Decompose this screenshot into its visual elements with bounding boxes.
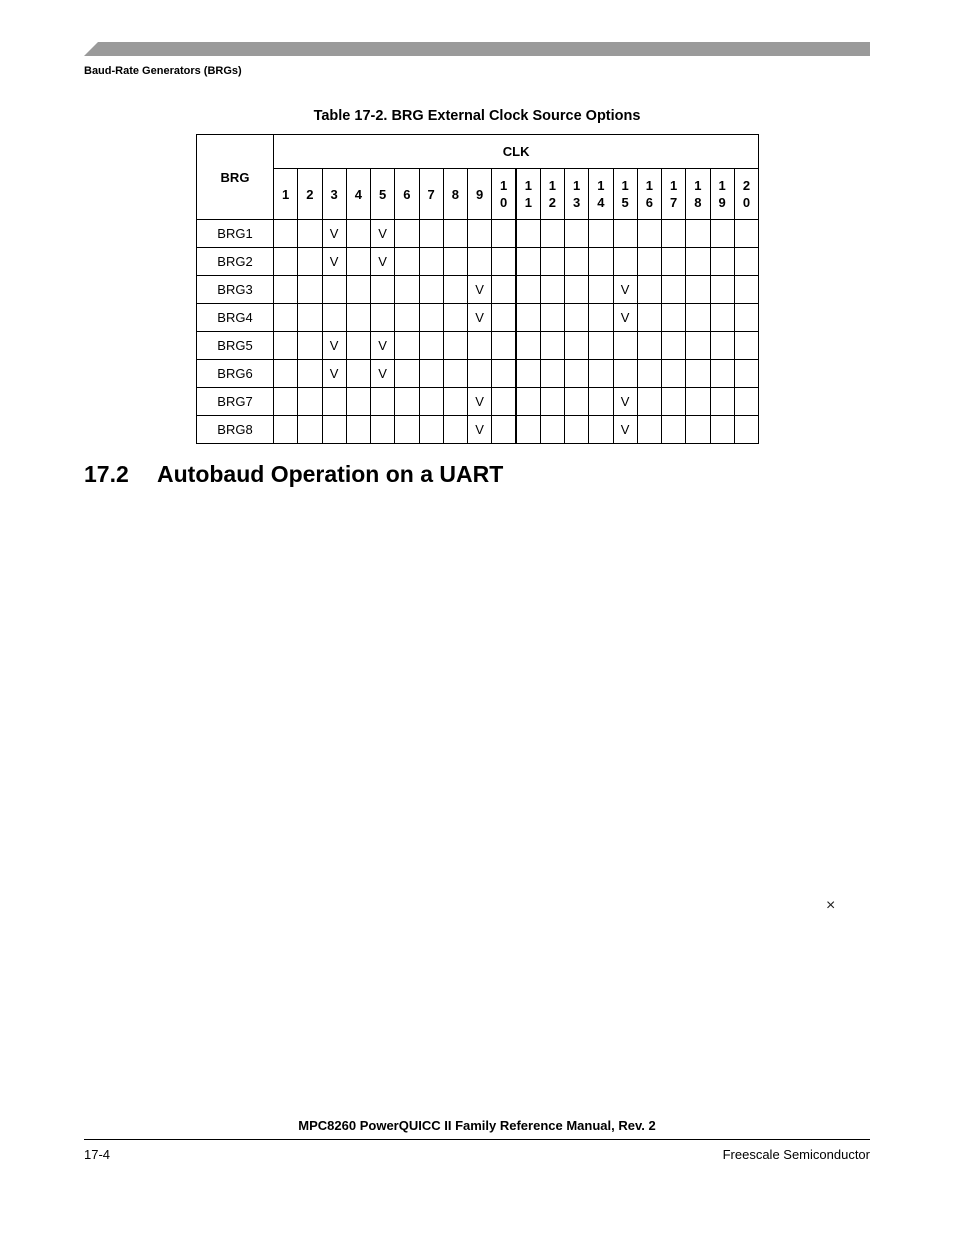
table-cell [419, 220, 443, 248]
table-cell [686, 304, 710, 332]
table-cell [395, 220, 419, 248]
clk-digit: 1 [500, 178, 508, 193]
table-row [197, 304, 759, 332]
table-cell [613, 220, 637, 248]
clk-digit: 8 [694, 195, 702, 210]
table-cell [395, 416, 419, 444]
row-label: BRG8 [197, 416, 274, 444]
table-cell [371, 388, 395, 416]
table-cell [686, 220, 710, 248]
table-cell [322, 388, 346, 416]
table-cell [371, 416, 395, 444]
table-cell [710, 248, 734, 276]
clk-number-header [565, 169, 589, 220]
table-cell [637, 248, 661, 276]
header-bar [84, 42, 870, 56]
table-cell [710, 416, 734, 444]
publisher-name: Freescale Semiconductor [722, 1147, 870, 1162]
table-cell [322, 304, 346, 332]
table-cell [589, 276, 613, 304]
clk-digit: 6 [645, 195, 653, 210]
clk-digit: 8 [451, 186, 459, 202]
table-cell [443, 388, 467, 416]
table-cell [516, 388, 540, 416]
clk-number-header [468, 169, 492, 220]
table-cell [371, 276, 395, 304]
table-cell [662, 248, 686, 276]
table-cell: V [371, 332, 395, 360]
clk-column-header: CLK [274, 135, 759, 169]
table-cell [637, 388, 661, 416]
table-cell: V [613, 304, 637, 332]
clk-number-header [443, 169, 467, 220]
table-cell [734, 388, 758, 416]
table-cell [589, 332, 613, 360]
table-cell [662, 416, 686, 444]
clk-digit: 1 [524, 178, 532, 193]
table-cell [298, 332, 322, 360]
clk-digit: 9 [718, 195, 726, 210]
table-cell [540, 304, 564, 332]
row-label: BRG2 [197, 248, 274, 276]
table-cell [516, 276, 540, 304]
table-cell: V [468, 276, 492, 304]
table-cell: V [468, 304, 492, 332]
table-cell [565, 388, 589, 416]
table-cell [565, 220, 589, 248]
clk-number-header [540, 169, 564, 220]
table-cell [637, 276, 661, 304]
table-cell [395, 248, 419, 276]
clk-digit: 1 [597, 178, 605, 193]
clk-digit: 5 [379, 186, 387, 202]
clk-digit: 2 [742, 178, 751, 193]
clk-number-header [589, 169, 613, 220]
table-cell [710, 388, 734, 416]
clk-digit: 1 [718, 178, 726, 193]
clk-digit: 1 [548, 178, 556, 193]
table-cell [540, 416, 564, 444]
clk-digit: 1 [282, 186, 290, 202]
row-label: BRG5 [197, 332, 274, 360]
table-cell [686, 276, 710, 304]
table-cell [734, 304, 758, 332]
table-cell [443, 332, 467, 360]
section-title: Autobaud Operation on a UART [157, 461, 504, 487]
section-number: 17.2 [84, 461, 129, 487]
table-cell [298, 388, 322, 416]
table-cell: V [322, 360, 346, 388]
table-cell [686, 416, 710, 444]
clk-digit: 2 [306, 186, 314, 202]
clk-digit: 1 [524, 195, 532, 210]
table-cell [274, 388, 298, 416]
table-cell [734, 332, 758, 360]
table-cell [637, 304, 661, 332]
table-cell [346, 360, 370, 388]
table-cell [492, 416, 516, 444]
clk-number-header [419, 169, 443, 220]
table-cell [298, 248, 322, 276]
clk-digit: 4 [354, 186, 362, 202]
table-cell [419, 416, 443, 444]
table-cell [346, 332, 370, 360]
table-cell [468, 220, 492, 248]
table-row [197, 416, 759, 444]
table-cell: V [613, 276, 637, 304]
table-cell [516, 248, 540, 276]
table-cell: V [371, 220, 395, 248]
table-cell [540, 220, 564, 248]
table-cell [468, 332, 492, 360]
table-cell [589, 388, 613, 416]
table-cell [540, 276, 564, 304]
table-cell [516, 332, 540, 360]
clk-number-header [662, 169, 686, 220]
table-cell [274, 304, 298, 332]
table-cell [419, 332, 443, 360]
clk-digit: 5 [621, 195, 629, 210]
table-cell [443, 304, 467, 332]
table-body [197, 220, 759, 444]
table-cell [662, 304, 686, 332]
table-cell [346, 304, 370, 332]
table-cell [298, 304, 322, 332]
clk-number-header [686, 169, 710, 220]
table-row [197, 388, 759, 416]
table-cell [346, 388, 370, 416]
clk-digit: 7 [427, 186, 435, 202]
table-cell [565, 248, 589, 276]
table-cell [346, 276, 370, 304]
table-cell [322, 416, 346, 444]
clk-digit: 1 [670, 178, 678, 193]
table-cell [395, 304, 419, 332]
table-cell [492, 388, 516, 416]
table-cell [662, 220, 686, 248]
clk-digit: 4 [597, 195, 605, 210]
table-cell: V [613, 388, 637, 416]
table-cell [298, 276, 322, 304]
table-cell [710, 332, 734, 360]
table-cell [589, 416, 613, 444]
clk-digit: 1 [645, 178, 653, 193]
table-cell [686, 248, 710, 276]
table-cell [443, 360, 467, 388]
table-cell [395, 388, 419, 416]
table-cell [274, 220, 298, 248]
clk-number-header [274, 169, 298, 220]
table-cell: V [468, 388, 492, 416]
table-cell [734, 360, 758, 388]
table-cell: V [371, 248, 395, 276]
table-cell [443, 220, 467, 248]
table-cell: V [613, 416, 637, 444]
table-cell [468, 360, 492, 388]
table-cell: V [322, 248, 346, 276]
clk-number-header [395, 169, 419, 220]
table-cell [395, 276, 419, 304]
table-cell: V [371, 360, 395, 388]
table-cell [516, 416, 540, 444]
table-cell [346, 220, 370, 248]
brg-column-header: BRG [197, 135, 274, 220]
running-head: Baud-Rate Generators (BRGs) [84, 65, 242, 77]
table-cell [492, 304, 516, 332]
table-cell [686, 360, 710, 388]
table-cell: V [322, 220, 346, 248]
table-cell [637, 220, 661, 248]
clk-digit: 3 [573, 195, 581, 210]
table-cell [516, 360, 540, 388]
table-cell [589, 360, 613, 388]
table-cell [662, 360, 686, 388]
clk-number-row [197, 169, 759, 220]
table-cell [419, 304, 443, 332]
clk-digit: 6 [403, 186, 411, 202]
table-cell [516, 220, 540, 248]
table-cell [443, 276, 467, 304]
clk-number-header [298, 169, 322, 220]
table-cell [540, 360, 564, 388]
table-row [197, 332, 759, 360]
table-caption: Table 17-2. BRG External Clock Source Options [313, 108, 641, 124]
table-row [197, 360, 759, 388]
table-cell [419, 388, 443, 416]
stray-mark: × [826, 897, 836, 914]
clk-number-header [637, 169, 661, 220]
table-cell [322, 276, 346, 304]
table-cell [298, 220, 322, 248]
clk-number-header [734, 169, 758, 220]
clk-number-header [710, 169, 734, 220]
table-cell: V [468, 416, 492, 444]
table-cell [710, 360, 734, 388]
table-cell [710, 220, 734, 248]
table-cell [565, 360, 589, 388]
row-label: BRG1 [197, 220, 274, 248]
table-cell [468, 248, 492, 276]
table-cell [589, 248, 613, 276]
table-cell [589, 220, 613, 248]
table-row [197, 220, 759, 248]
table-cell [540, 248, 564, 276]
table-cell [686, 388, 710, 416]
table-cell [734, 248, 758, 276]
table-cell [565, 276, 589, 304]
table-cell [662, 332, 686, 360]
row-label: BRG4 [197, 304, 274, 332]
table-cell [734, 276, 758, 304]
clk-number-header [322, 169, 346, 220]
table-cell [395, 360, 419, 388]
clk-digit: 1 [621, 178, 629, 193]
section-heading [84, 461, 503, 488]
clk-digit: 7 [670, 195, 678, 210]
table-cell [565, 416, 589, 444]
table-cell [710, 304, 734, 332]
table-cell [274, 276, 298, 304]
footer-rule [84, 1139, 870, 1140]
clk-digit: 0 [742, 195, 751, 210]
table-cell [540, 332, 564, 360]
table-cell [565, 304, 589, 332]
table-cell [443, 248, 467, 276]
clk-digit: 1 [573, 178, 581, 193]
table-cell [662, 276, 686, 304]
table-cell [346, 416, 370, 444]
table-cell [613, 360, 637, 388]
clk-number-header [516, 169, 540, 220]
table-cell [516, 304, 540, 332]
table-cell [540, 388, 564, 416]
table-cell [492, 360, 516, 388]
row-label: BRG7 [197, 388, 274, 416]
clk-number-header [346, 169, 370, 220]
table-cell [371, 304, 395, 332]
table-cell [662, 388, 686, 416]
clk-digit: 0 [500, 195, 508, 210]
table-cell [419, 360, 443, 388]
table-cell [686, 332, 710, 360]
clk-digit: 2 [548, 195, 556, 210]
table-cell [274, 248, 298, 276]
clk-digit: 9 [476, 186, 484, 202]
table-cell [443, 416, 467, 444]
table-cell [395, 332, 419, 360]
table-cell [637, 360, 661, 388]
table-cell [613, 332, 637, 360]
table-cell [734, 220, 758, 248]
brg-clock-table [196, 134, 759, 444]
table-cell [492, 220, 516, 248]
table-cell [710, 276, 734, 304]
table-cell [298, 360, 322, 388]
table-cell [274, 332, 298, 360]
table-cell [637, 416, 661, 444]
table-cell [274, 416, 298, 444]
clk-number-header [613, 169, 637, 220]
table-cell [419, 276, 443, 304]
table-row [197, 248, 759, 276]
table-cell [613, 248, 637, 276]
table-cell [346, 248, 370, 276]
clk-digit: 3 [330, 186, 338, 202]
clk-number-header [371, 169, 395, 220]
table-cell [492, 332, 516, 360]
table-cell [492, 248, 516, 276]
row-label: BRG3 [197, 276, 274, 304]
table-cell [419, 248, 443, 276]
table-row [197, 276, 759, 304]
table-cell [298, 416, 322, 444]
table-cell: V [322, 332, 346, 360]
row-label: BRG6 [197, 360, 274, 388]
table-cell [492, 276, 516, 304]
table-cell [274, 360, 298, 388]
table-cell [589, 304, 613, 332]
table-cell [637, 332, 661, 360]
clk-digit: 1 [694, 178, 702, 193]
table-cell [734, 416, 758, 444]
clk-number-header [492, 169, 516, 220]
page-number: 17-4 [84, 1147, 111, 1162]
footer-manual-title: MPC8260 PowerQUICC II Family Reference Manual, Rev. 2 [298, 1118, 656, 1133]
table-cell [565, 332, 589, 360]
